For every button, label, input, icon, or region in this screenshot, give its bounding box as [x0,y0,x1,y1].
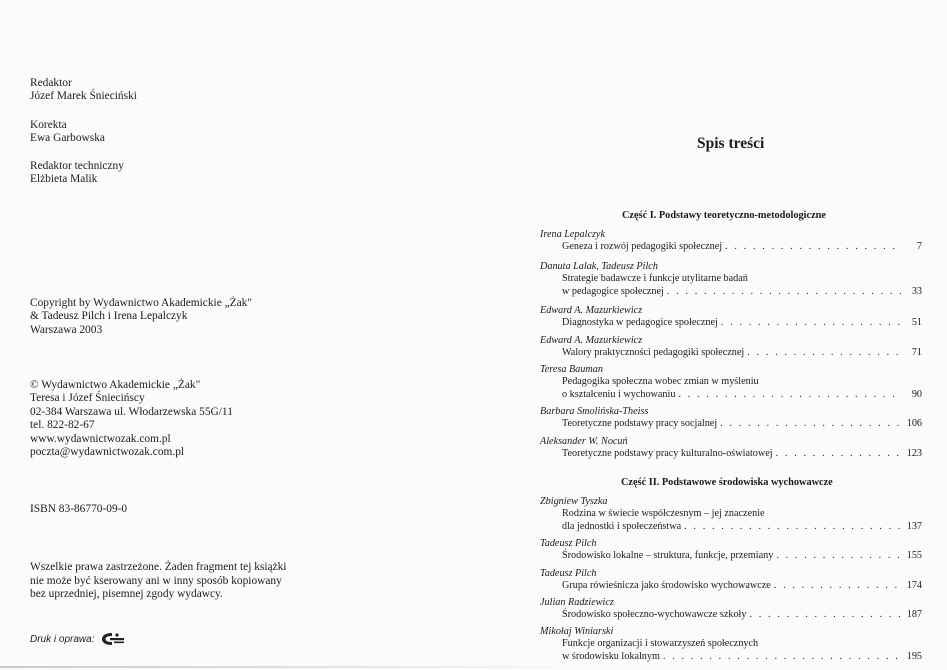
entry-title: Teoretyczne podstawy pracy kulturalno-oświatowej [562,448,773,460]
credit-name: Ewa Garbowska [30,132,105,145]
entry-page: 106 [906,418,922,430]
toc-entry [540,364,922,401]
entry-author: Julian Radziewicz [540,597,614,608]
entry-author: Teresa Bauman [540,364,603,375]
credit-editor [30,77,137,104]
toc-entry [540,597,922,622]
entry-author: Aleksander W. Nocuń [540,436,628,447]
rights-line: nie może być kserowany ani w inny sposób kopiowany [30,574,282,587]
entry-author: Barbara Smolińska-Theiss [540,406,649,417]
publisher-line: poczta@wydawnictwozak.com.pl [30,446,185,459]
toc-entry [540,626,922,663]
publisher-block [30,379,233,459]
copyright-line: Copyright by Wydawnictwo Akademickie „Żak" [30,297,253,309]
entry-title: Teoretyczne podstawy pracy socjalnej [562,418,718,430]
publisher-line: tel. 822-82-67 [30,419,95,432]
entry-author: Tadeusz Pilch [540,568,597,579]
entry-page: 33 [911,285,922,297]
credit-name: Elżbieta Malik [30,173,98,186]
entry-author: Edward A. Mazurkiewicz [540,305,643,316]
entry-author: Irena Lepalczyk [540,229,605,240]
toc-title: Spis treści [697,135,765,152]
credit-name: Józef Marek Śnieciński [30,90,137,103]
scan-edge-divider [0,666,600,668]
entry-title: o kształceniu i wychowaniu [562,388,676,400]
entry-page: 90 [911,388,922,400]
part-2-heading: Część II. Podstawowe środowiska wychowawcze [621,477,833,488]
rights-line: bez uprzedniej, pisemnej zgody wydawcy. [30,588,223,601]
entry-page: 71 [911,347,922,359]
toc-entry [540,406,922,431]
toc-entry [540,229,922,254]
entry-title: w środowisku lokalnym [562,650,660,662]
entry-title: Środowisko lokalne – struktura, funkcje, przemiany [562,550,774,562]
entry-title-line: Funkcje organizacji i stowarzyszeń społecznych [562,638,759,650]
imprint-page [30,0,450,670]
printer-logo-icon [100,631,126,647]
credit-role: Korekta [30,119,67,131]
toc-entry [540,436,922,461]
publisher-line: www.wydawnictwozak.com.pl [30,432,171,445]
entry-page: 51 [911,317,922,329]
toc-entry [540,496,922,533]
entry-page: 187 [906,609,922,621]
entry-title: Walory praktyczności pedagogiki społecznej [562,347,745,359]
entry-title: Grupa rówieśnicza jako środowisko wychowawcze [562,580,771,592]
publisher-line: Teresa i Józef Śniecińscy [30,392,145,405]
entry-author: Tadeusz Pilch [540,538,597,549]
table-of-contents [530,0,925,670]
toc-entry [540,568,922,593]
copyright-line: & Tadeusz Pilch i Irena Lepalczyk [30,310,188,323]
entry-title-line: Rodzina w świecie współczesnym – jej znaczenie [562,508,765,520]
isbn: ISBN 83-86770-09-0 [30,503,128,515]
rights-line: Wszelkie prawa zastrzeżone. Żaden fragment tej książki [30,561,287,573]
entry-title: dla jednostki i społeczeństwa [562,520,682,532]
toc-entry [540,305,922,330]
entry-author: Mikołaj Winiarski [540,626,614,637]
credit-role: Redaktor [30,77,72,89]
printer-label: Druk i oprawa: [30,633,95,645]
entry-title: w pedagogice społecznej [562,285,664,297]
entry-title-line: Pedagogika społeczna wobec zmian w myśleniu [562,376,759,388]
entry-page: 137 [906,520,922,532]
printer-credit [30,631,126,647]
entry-author: Edward A. Mazurkiewicz [540,335,643,346]
part-1-heading: Część I. Podstawy teoretyczno-metodologiczne [622,210,826,221]
entry-page: 123 [906,448,922,460]
toc-entry [540,335,922,360]
credit-role: Redaktor techniczny [30,160,124,172]
entry-title: Środowisko społeczno-wychowawcze szkoły [562,609,747,621]
entry-author: Zbigniew Tyszka [540,496,608,507]
entry-title-line: Strategie badawcze i funkcje utylitarne badań [562,273,748,285]
toc-entry [540,538,922,563]
credit-proofreading [30,119,105,146]
toc-entry [540,261,922,298]
entry-title: Geneza i rozwój pedagogiki społecznej [562,241,723,253]
entry-page: 174 [906,580,922,592]
entry-author: Danuta Lalak, Tadeusz Pilch [540,261,658,272]
entry-title: Diagnostyka w pedagogice społecznej [562,317,718,329]
copyright-line: Warszawa 2003 [30,323,103,336]
publisher-line: 02-384 Warszawa ul. Włodarzewska 55G/11 [30,405,233,418]
publisher-line: © Wydawnictwo Akademickie „Żak" [30,379,201,391]
entry-page: 195 [906,650,922,662]
copyright-block [30,297,252,337]
entry-page: 7 [916,241,922,253]
rights-notice [30,561,286,602]
entry-page: 155 [906,550,922,562]
credit-technical-editor [30,160,124,187]
